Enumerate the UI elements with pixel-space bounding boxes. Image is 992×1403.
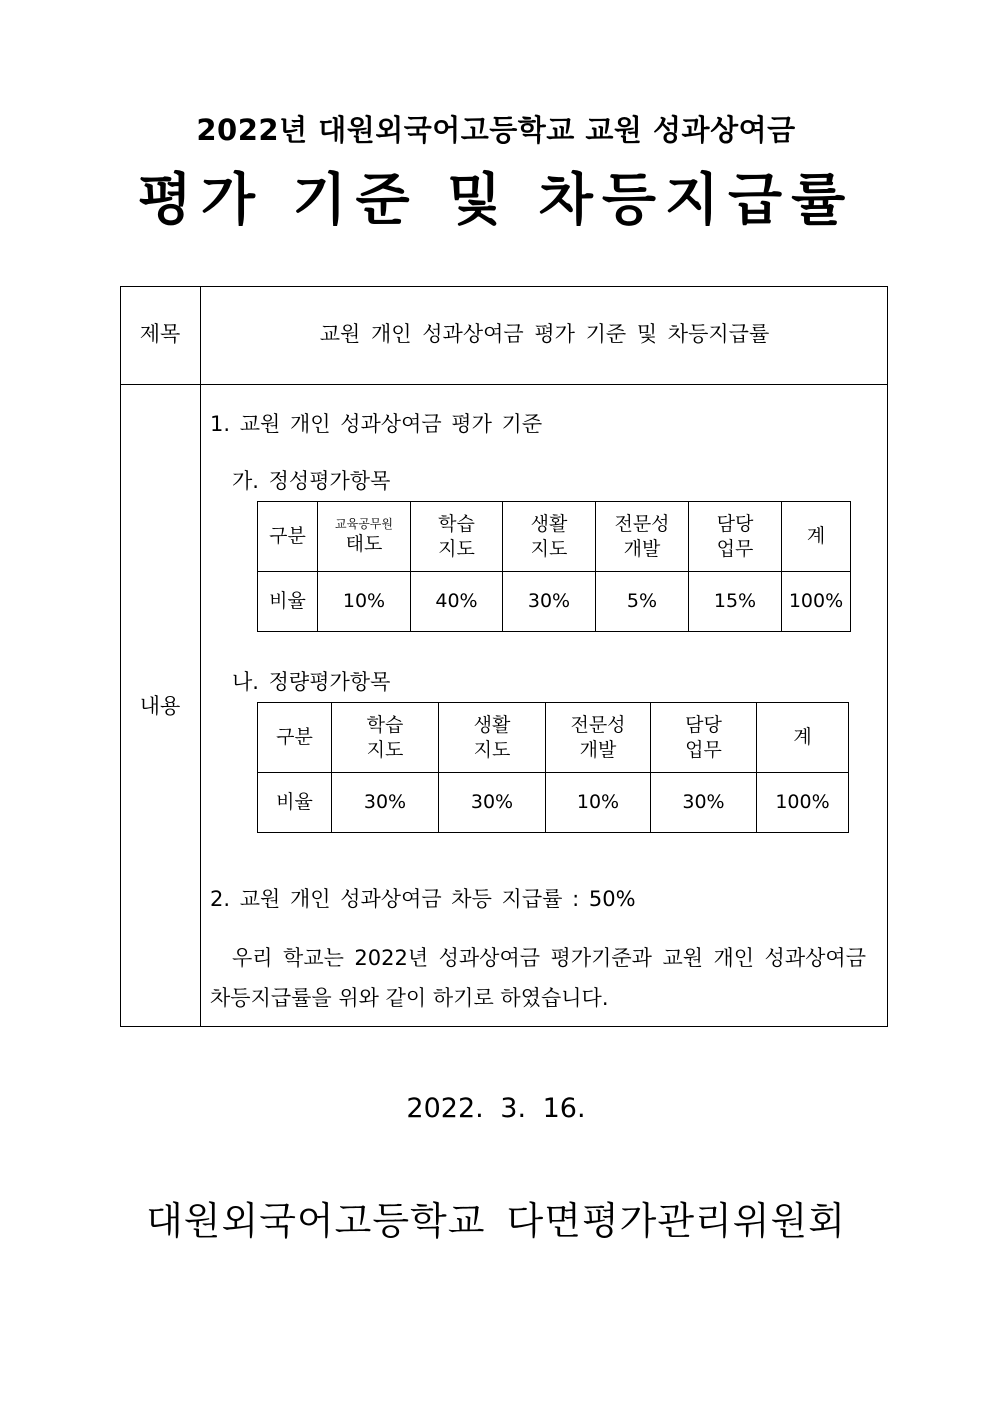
header-cell bbox=[503, 502, 596, 572]
document-subtitle: 2022년 대원외국어고등학교 교원 성과상여금 bbox=[196, 113, 796, 147]
row-label-cell: 비율 bbox=[258, 773, 332, 833]
header-cell bbox=[439, 703, 546, 773]
ratio-cell: 30% bbox=[651, 773, 757, 833]
header-cell: 계 bbox=[782, 502, 851, 572]
header-cell bbox=[411, 502, 503, 572]
header-cell: 계 bbox=[757, 703, 849, 773]
header-cell-line: 학습 bbox=[366, 713, 404, 736]
header-cell bbox=[651, 703, 757, 773]
title-value: 교원 개인 성과상여금 평가 기준 및 차등지급률 bbox=[319, 322, 770, 346]
form-table bbox=[120, 286, 888, 1027]
organization-name: 대원외국어고등학교 다면평가관리위원회 bbox=[146, 1199, 846, 1243]
header-cell: 구분 bbox=[258, 703, 332, 773]
content-label: 내용 bbox=[139, 694, 181, 718]
header-cell-line: 생활 bbox=[473, 713, 511, 736]
header-cell-line: 업무 bbox=[716, 537, 754, 560]
header-cell bbox=[689, 502, 782, 572]
section2-heading: 2. 교원 개인 성과상여금 차등 지급률 : 50% bbox=[210, 887, 636, 911]
header-cell-line: 전문성 bbox=[614, 512, 670, 535]
ratio-cell: 100% bbox=[757, 773, 849, 833]
header-cell-line: 학습 bbox=[438, 512, 475, 535]
ratio-cell: 10% bbox=[318, 572, 411, 632]
header-cell bbox=[546, 703, 651, 773]
document-date: 2022. 3. 16. bbox=[406, 1093, 586, 1124]
header-cell-line: 전문성 bbox=[570, 713, 626, 736]
header-cell-line: 지도 bbox=[530, 537, 568, 560]
header-cell-line: 교육공무원 bbox=[335, 517, 393, 531]
header-cell-line: 개발 bbox=[579, 738, 617, 761]
ratio-cell: 30% bbox=[439, 773, 546, 833]
header-cell-line: 지도 bbox=[438, 537, 475, 560]
table-row bbox=[258, 773, 849, 833]
quantitative-table bbox=[257, 702, 849, 833]
title-label: 제목 bbox=[139, 322, 181, 346]
table-row bbox=[258, 703, 849, 773]
header-cell-line: 담당 bbox=[716, 512, 754, 535]
table-row bbox=[258, 572, 851, 632]
ratio-cell: 30% bbox=[332, 773, 439, 833]
header-cell-line: 개발 bbox=[623, 537, 661, 560]
section1-heading: 1. 교원 개인 성과상여금 평가 기준 bbox=[210, 412, 543, 436]
header-cell: 구분 bbox=[258, 502, 318, 572]
form-row-divider bbox=[120, 384, 888, 385]
ratio-cell: 100% bbox=[782, 572, 851, 632]
ratio-cell: 10% bbox=[546, 773, 651, 833]
table-row bbox=[258, 502, 851, 572]
header-cell-line: 태도 bbox=[345, 533, 383, 555]
closing-paragraph: 우리 학교는 2022년 성과상여금 평가기준과 교원 개인 성과상여금 차등지급률을 위와 같이 하기로 하였습니다. bbox=[210, 946, 866, 1010]
row-label-cell: 비율 bbox=[258, 572, 318, 632]
document-title: 평가 기준 및 차등지급률 bbox=[137, 168, 855, 233]
ratio-cell: 40% bbox=[411, 572, 503, 632]
header-cell-line: 지도 bbox=[473, 738, 511, 761]
form-column-divider bbox=[200, 286, 201, 1027]
header-cell bbox=[596, 502, 689, 572]
qualitative-heading: 가. 정성평가항목 bbox=[232, 469, 391, 493]
quantitative-heading: 나. 정량평가항목 bbox=[232, 670, 391, 694]
ratio-cell: 15% bbox=[689, 572, 782, 632]
ratio-cell: 5% bbox=[596, 572, 689, 632]
ratio-cell: 30% bbox=[503, 572, 596, 632]
header-cell-line: 업무 bbox=[685, 738, 722, 761]
header-cell bbox=[332, 703, 439, 773]
header-cell bbox=[318, 502, 411, 572]
header-cell-line: 담당 bbox=[685, 713, 722, 736]
qualitative-table bbox=[257, 501, 851, 632]
header-cell-line: 생활 bbox=[530, 512, 568, 535]
header-cell-line: 지도 bbox=[366, 738, 404, 761]
